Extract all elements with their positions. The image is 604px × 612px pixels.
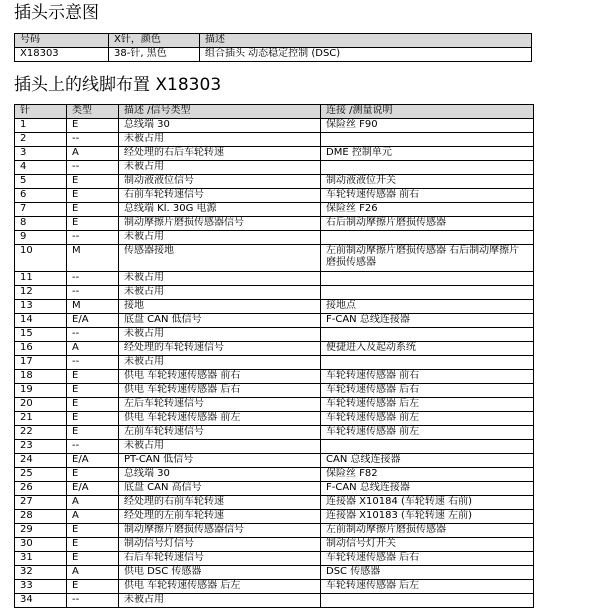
table-row <box>15 538 534 552</box>
pin-signal-description: 经处理的右前车轮转速 <box>119 496 321 510</box>
pin-type: E <box>67 203 119 217</box>
pin-number: 11 <box>15 272 67 286</box>
table-row <box>15 314 534 328</box>
plug-number: X18303 <box>15 48 109 62</box>
pin-signal-description: 底盘 CAN 低信号 <box>119 314 321 328</box>
pin-connection: 车轮转速传感器 后右 <box>321 552 534 566</box>
plug-diagram-title: 插头示意图 <box>14 3 99 23</box>
table-row <box>15 161 534 175</box>
pin-connection: 制动信号灯开关 <box>321 538 534 552</box>
table-row <box>15 454 534 468</box>
pin-type: -- <box>67 161 119 175</box>
pin-connection <box>321 440 534 454</box>
pin-type: A <box>67 147 119 161</box>
pin-number: 12 <box>15 286 67 300</box>
pin-signal-description: 经处理的车轮转速信号 <box>119 342 321 356</box>
pin-signal-description: 供电 车轮转速传感器 前右 <box>119 370 321 384</box>
table-row <box>15 594 534 608</box>
pin-connection <box>321 161 534 175</box>
pin-type: -- <box>67 272 119 286</box>
pin-type: -- <box>67 286 119 300</box>
pin-signal-description: 制动摩擦片磨损传感器信号 <box>119 217 321 231</box>
pin-signal-description: 未被占用 <box>119 231 321 245</box>
pin-signal-description: 未被占用 <box>119 440 321 454</box>
pin-signal-description: 右后车轮转速信号 <box>119 552 321 566</box>
pin-type: E <box>67 538 119 552</box>
pin-type: -- <box>67 356 119 370</box>
pin-connection: 车轮转速传感器 前左 <box>321 412 534 426</box>
pin-connection: 接地点 <box>321 300 534 314</box>
pin-signal-description: 总线端 Kl. 30G 电源 <box>119 203 321 217</box>
pin-type: A <box>67 566 119 580</box>
header-number: 号码 <box>15 34 109 48</box>
table-row <box>15 370 534 384</box>
pin-number: 25 <box>15 468 67 482</box>
table-row <box>15 566 534 580</box>
pin-assignment-title: 插头上的线脚布置 X18303 <box>14 75 222 95</box>
pin-number: 9 <box>15 231 67 245</box>
pin-connection <box>321 231 534 245</box>
pin-number: 31 <box>15 552 67 566</box>
pin-signal-description: PT-CAN 低信号 <box>119 454 321 468</box>
pin-type: E <box>67 580 119 594</box>
pin-signal-description: 供电 车轮转速传感器 前左 <box>119 412 321 426</box>
pin-number: 6 <box>15 189 67 203</box>
pin-number: 18 <box>15 370 67 384</box>
pin-signal-description: 未被占用 <box>119 356 321 370</box>
pin-type: A <box>67 496 119 510</box>
pin-connection: 连接器 X10183 (车轮转速 左前) <box>321 510 534 524</box>
pin-connection: F-CAN 总线连接器 <box>321 314 534 328</box>
pin-connection: 保险丝 F90 <box>321 119 534 133</box>
pin-connection <box>321 272 534 286</box>
pin-type: E <box>67 217 119 231</box>
table-row <box>15 300 534 314</box>
pin-assignment-table <box>14 104 534 608</box>
pin-connection: 保险丝 F82 <box>321 468 534 482</box>
table-row <box>15 217 534 231</box>
pin-connection: 车轮转速传感器 前左 <box>321 426 534 440</box>
pin-number: 23 <box>15 440 67 454</box>
pin-type: M <box>67 300 119 314</box>
pin-signal-description: 未被占用 <box>119 328 321 342</box>
pin-table-header <box>15 105 534 119</box>
pin-connection: F-CAN 总线连接器 <box>321 482 534 496</box>
table-row <box>15 231 534 245</box>
table-row <box>15 496 534 510</box>
pin-number: 32 <box>15 566 67 580</box>
pin-number: 4 <box>15 161 67 175</box>
plug-description: 组合插头 动态稳定控制 (DSC) <box>200 48 532 62</box>
pin-signal-description: 未被占用 <box>119 272 321 286</box>
table-row <box>15 119 534 133</box>
pin-connection <box>321 286 534 300</box>
pin-type: -- <box>67 594 119 608</box>
pin-number: 2 <box>15 133 67 147</box>
pin-type: E <box>67 468 119 482</box>
pin-number: 22 <box>15 426 67 440</box>
pin-type: E <box>67 370 119 384</box>
pin-signal-description: 左前车轮转速信号 <box>119 426 321 440</box>
pin-signal-description: 传感器接地 <box>119 245 321 272</box>
table-row <box>15 384 534 398</box>
plug-pins-color: 38-针, 黑色 <box>109 48 200 62</box>
pin-signal-description: 未被占用 <box>119 594 321 608</box>
pin-signal-description: 底盘 CAN 高信号 <box>119 482 321 496</box>
pin-number: 17 <box>15 356 67 370</box>
table-row <box>15 189 534 203</box>
pin-type: E <box>67 524 119 538</box>
pin-signal-description: 制动信号灯信号 <box>119 538 321 552</box>
header-connection-measurement: 连接 /测量说明 <box>321 105 534 119</box>
pin-connection: 车轮转速传感器 后右 <box>321 384 534 398</box>
table-row <box>15 328 534 342</box>
pin-type: E/A <box>67 482 119 496</box>
table-row <box>15 580 534 594</box>
pin-number: 24 <box>15 454 67 468</box>
pin-signal-description: 制动液液位信号 <box>119 175 321 189</box>
pin-signal-description: 未被占用 <box>119 161 321 175</box>
table-row <box>15 510 534 524</box>
pin-number: 34 <box>15 594 67 608</box>
table-row <box>15 147 534 161</box>
table-row <box>15 468 534 482</box>
pin-signal-description: 右前车轮转速信号 <box>119 189 321 203</box>
pin-type: E <box>67 384 119 398</box>
pin-number: 19 <box>15 384 67 398</box>
pin-connection: 左前制动摩擦片磨损传感器 <box>321 524 534 538</box>
pin-number: 28 <box>15 510 67 524</box>
table-row <box>15 133 534 147</box>
plug-table-header <box>15 34 532 48</box>
pin-connection: 左前制动摩擦片磨损传感器 右后制动摩擦片磨损传感器 <box>321 245 534 272</box>
pin-signal-description: 供电 车轮转速传感器 后左 <box>119 580 321 594</box>
pin-type: E <box>67 189 119 203</box>
pin-number: 14 <box>15 314 67 328</box>
pin-signal-description: 经处理的左前车轮转速 <box>119 510 321 524</box>
pin-connection <box>321 356 534 370</box>
pin-signal-description: 经处理的右后车轮转速 <box>119 147 321 161</box>
pin-connection: CAN 总线连接器 <box>321 454 534 468</box>
table-row <box>15 440 534 454</box>
table-row <box>15 245 534 272</box>
pin-number: 26 <box>15 482 67 496</box>
table-row <box>15 524 534 538</box>
header-signal-description: 描述 /信号类型 <box>119 105 321 119</box>
pin-type: E <box>67 398 119 412</box>
header-pins-color: X针，颜色 <box>109 34 200 48</box>
pin-connection <box>321 594 534 608</box>
pin-type: -- <box>67 133 119 147</box>
pin-type: A <box>67 342 119 356</box>
pin-type: E <box>67 552 119 566</box>
pin-signal-description: 总线端 30 <box>119 119 321 133</box>
pin-type: -- <box>67 231 119 245</box>
table-row <box>15 342 534 356</box>
pin-type: M <box>67 245 119 272</box>
pin-connection: DSC 传感器 <box>321 566 534 580</box>
pin-number: 29 <box>15 524 67 538</box>
pin-number: 33 <box>15 580 67 594</box>
pin-number: 5 <box>15 175 67 189</box>
pin-number: 21 <box>15 412 67 426</box>
pin-type: A <box>67 510 119 524</box>
pin-connection <box>321 133 534 147</box>
pin-type: E <box>67 119 119 133</box>
pin-signal-description: 未被占用 <box>119 133 321 147</box>
header-description: 描述 <box>200 34 532 48</box>
pin-connection: 车轮转速传感器 前右 <box>321 189 534 203</box>
pin-type: E <box>67 175 119 189</box>
pin-number: 7 <box>15 203 67 217</box>
pin-number: 20 <box>15 398 67 412</box>
pin-number: 3 <box>15 147 67 161</box>
pin-connection <box>321 328 534 342</box>
pin-signal-description: 供电 DSC 传感器 <box>119 566 321 580</box>
table-row <box>15 552 534 566</box>
plug-table-row <box>15 48 532 62</box>
table-row <box>15 272 534 286</box>
table-row <box>15 482 534 496</box>
pin-connection: 车轮转速传感器 前右 <box>321 370 534 384</box>
pin-connection: 车轮转速传感器 后左 <box>321 398 534 412</box>
pin-signal-description: 制动摩擦片磨损传感器信号 <box>119 524 321 538</box>
pin-number: 15 <box>15 328 67 342</box>
pin-connection: 制动液液位开关 <box>321 175 534 189</box>
header-pin: 针 <box>15 105 67 119</box>
table-row <box>15 398 534 412</box>
pin-connection: 保险丝 F26 <box>321 203 534 217</box>
pin-type: E/A <box>67 454 119 468</box>
pin-connection: 便捷进入及起动系统 <box>321 342 534 356</box>
pin-signal-description: 总线端 30 <box>119 468 321 482</box>
pin-type: -- <box>67 328 119 342</box>
pin-number: 16 <box>15 342 67 356</box>
pin-signal-description: 未被占用 <box>119 286 321 300</box>
pin-connection: 连接器 X10184 (车轮转速 右前) <box>321 496 534 510</box>
pin-connection: 车轮转速传感器 后左 <box>321 580 534 594</box>
table-row <box>15 286 534 300</box>
pin-number: 27 <box>15 496 67 510</box>
table-row <box>15 426 534 440</box>
pin-signal-description: 供电 车轮转速传感器 后右 <box>119 384 321 398</box>
pin-number: 10 <box>15 245 67 272</box>
pin-connection: DME 控制单元 <box>321 147 534 161</box>
pin-connection: 右后制动摩擦片磨损传感器 <box>321 217 534 231</box>
pin-signal-description: 左后车轮转速信号 <box>119 398 321 412</box>
pin-number: 13 <box>15 300 67 314</box>
pin-type: E/A <box>67 314 119 328</box>
pin-type: E <box>67 426 119 440</box>
pin-type: E <box>67 412 119 426</box>
table-row <box>15 175 534 189</box>
pin-number: 1 <box>15 119 67 133</box>
pin-number: 8 <box>15 217 67 231</box>
pin-signal-description: 接地 <box>119 300 321 314</box>
table-row <box>15 203 534 217</box>
header-type: 类型 <box>67 105 119 119</box>
pin-type: -- <box>67 440 119 454</box>
plug-table <box>14 33 532 62</box>
pin-number: 30 <box>15 538 67 552</box>
table-row <box>15 356 534 370</box>
table-row <box>15 412 534 426</box>
